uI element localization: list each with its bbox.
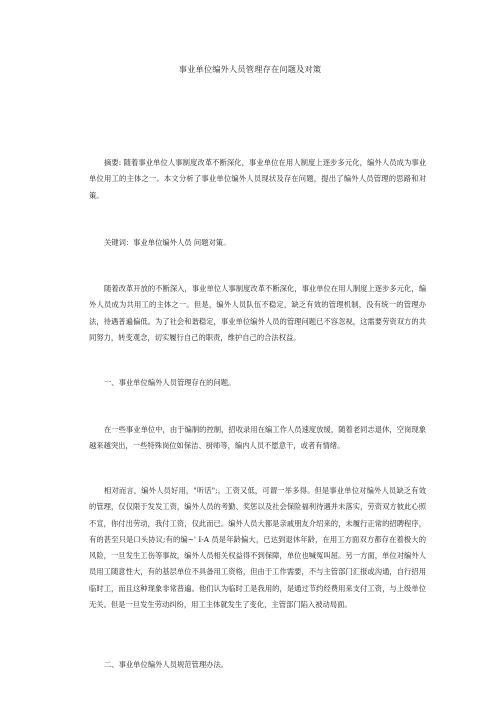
section-1-paragraph-1: 在一些事业单位中，由于编制的控制，招收录用在编工作人员速度放缓，随着老同志退休，空岗现象越来越突出，一些特殊岗位如保洁、厨师等，编内人员不愿意干，或者有情绪。: [89, 425, 426, 451]
section-1-heading: 一、事业单位编外人员管理存在的问题。: [104, 378, 236, 387]
intro-paragraph: 随着改革开放的不断深入，事业单位人事制度改革不断深化，事业单位在用人制度上逐步多元化，编外人员成为共用工的主体之一。但是，编外人员队伍不稳定，缺乏有效的管理机制，没有统一的管理办法，待遇普遍偏低。为了社会和谐稳定，事业单位编外人员的管理问题已不容忽视，这需要劳资双方的共同努力，转变观念，切实履行自己的职责，维护自己的合法权益。: [89, 284, 426, 342]
abstract-paragraph: 摘要: 随着事业单位人事制度改革不断深化，事业单位在用人制度上逐步多元化，编外人员成为事业单位用工的主体之一。本文分析了事业单位编外人员现状及存在问题，提出了编外人员管理的思路和对策。: [89, 158, 426, 200]
section-1-paragraph-2: 相对而言，编外人员好用，"听话";，工资又低，可谓一举多得。但是事业单位对编外人员缺乏有效的管理，仅仅限于发发工资，编外人员的考勤、奖惩以及社会保险福利待遇并未落实，劳资双方彼此心照不宣，你付出劳动，我付工资，仅此而已。编外人员大都是亲戚朋友介绍来的，未履行正常的招聘程序，有的甚至只是口头协议;有的编~' I-A 员是年龄偏大，已达到退休年龄，在用工方面双方都存在着极大的风险，一旦发生工伤等事故，编外人员相关权益得不到保障，单位也喊冤叫屈。另一方面，单位对编外人员用工随意性大，有的基层单位不具备用工资格，但由于工作需要，不与主管部门汇报或沟通，自行招用临时工，而且这种现象非常普遍。他们认为临时工是我用的，是通过节约经费用来支付工资，与上级单位无关。但是一旦发生劳动纠纷，用工主体就发生了变化，主管部门陷入被动局面。: [89, 486, 426, 610]
section-2-heading: 二、事业单位编外人员规范管理办法。: [104, 660, 229, 669]
keywords-line: 关键词：事业单位编外人员 问题对策。: [104, 238, 231, 247]
document-title: 事业单位编外人员管理存在问题及对策: [178, 64, 322, 74]
